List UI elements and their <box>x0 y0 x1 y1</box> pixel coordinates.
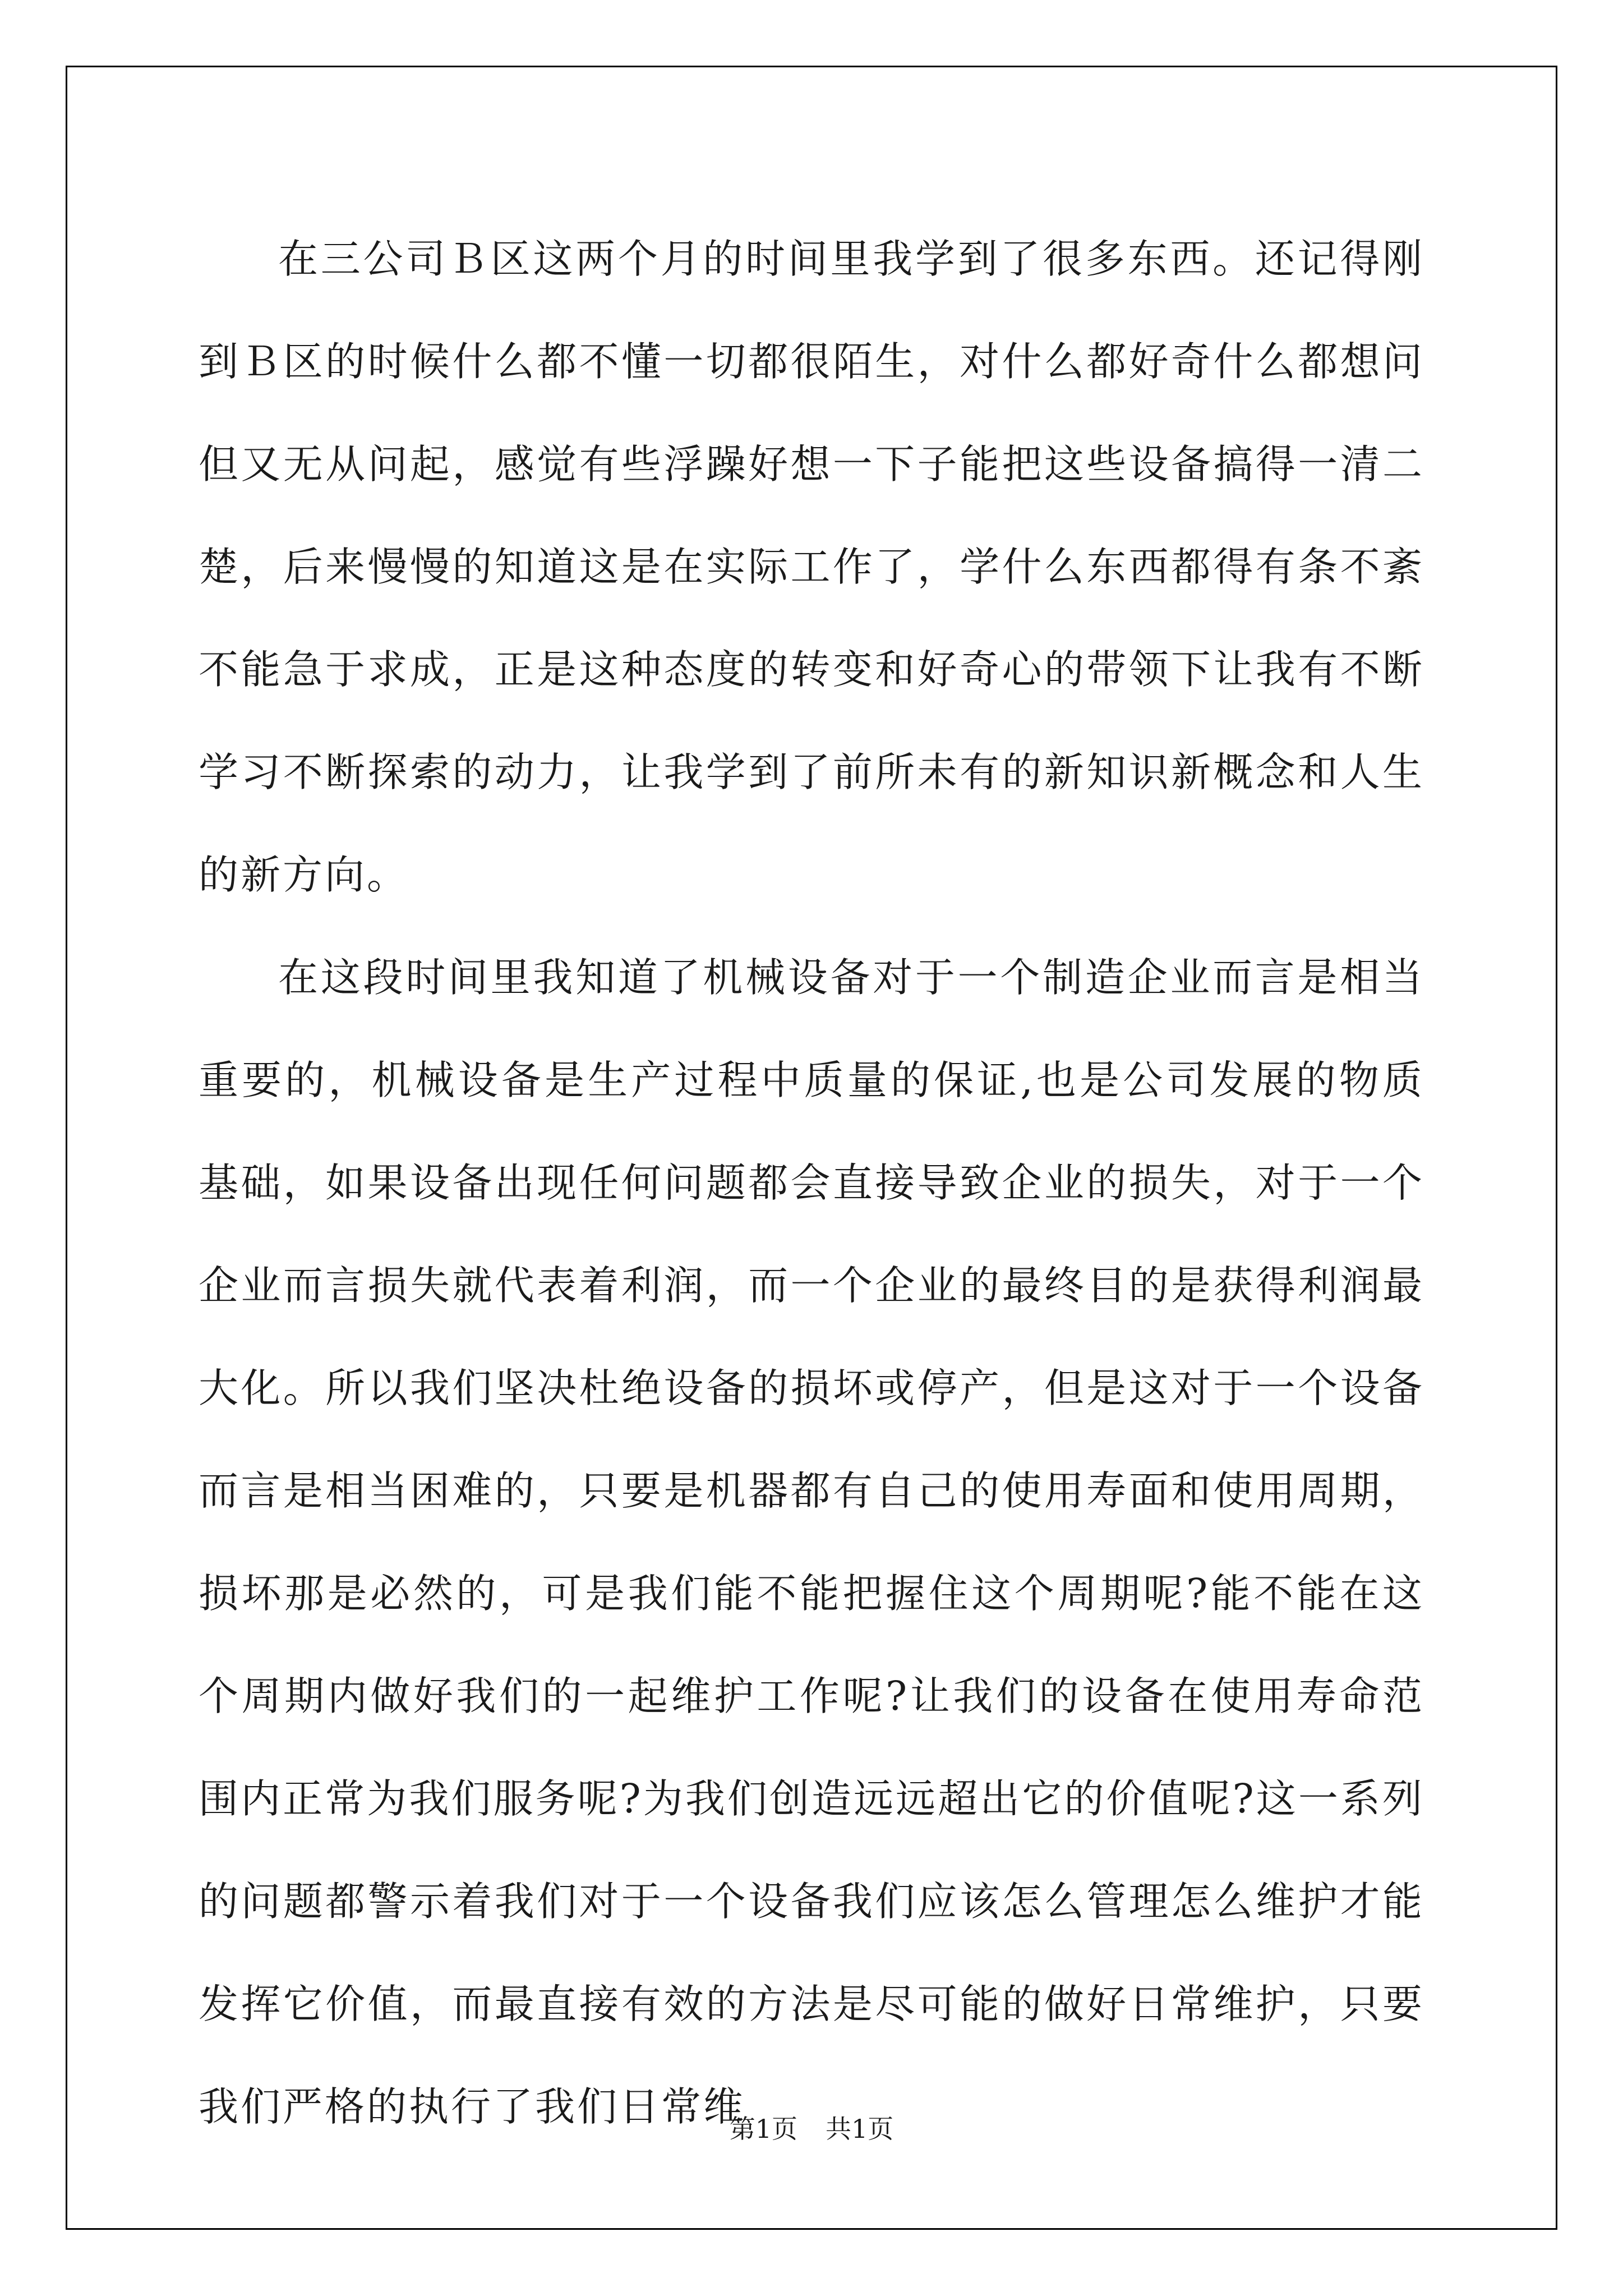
paragraph-2: 在这段时间里我知道了机械设备对于一个制造企业而言是相当重要的，机械设备是生产过程中质量的保证,也是公司发展的物质基础，如果设备出现任何问题都会直接导致企业的损失，对于一个企业而言损失就代表着利润，而一个企业的最终目的是获得利润最大化。所以我们坚决杜绝设备的损坏或停产，但是这对于一个设备而言是相当困难的，只要是机器都有自己的使用寿面和使用周期，损坏那是必然的，可是我们能不能把握住这个周期呢?能不能在这个周期内做好我们的一起维护工作呢?让我们的设备在使用寿命范围内正常为我们服务呢?为我们创造远远超出它的价值呢?这一系列的问题都警示着我们对于一个设备我们应该怎么管理怎么维护才能发挥它价值，而最直接有效的方法是尽可能的做好日常维护，只要我们严格的执行了我们日常维 <box>199 954 1424 2130</box>
paragraph-1: 在三公司Ｂ区这两个月的时间里我学到了很多东西。还记得刚到Ｂ区的时候什么都不懂一切都很陌生，对什么都好奇什么都想问但又无从问起，感觉有些浮躁好想一下子能把这些设备搞得一清二楚，后来慢慢的知道这是在实际工作了，学什么东西都得有条不紊不能急于求成，正是这种态度的转变和好奇心的带领下让我有不断学习不断探索的动力，让我学到了前所未有的新知识新概念和人生的新方向。 <box>199 236 1424 898</box>
page-number: 第1页 <box>729 2114 797 2144</box>
page-footer <box>0 2112 1623 2146</box>
page-total: 共1页 <box>826 2114 894 2144</box>
document-body <box>199 208 1424 2158</box>
